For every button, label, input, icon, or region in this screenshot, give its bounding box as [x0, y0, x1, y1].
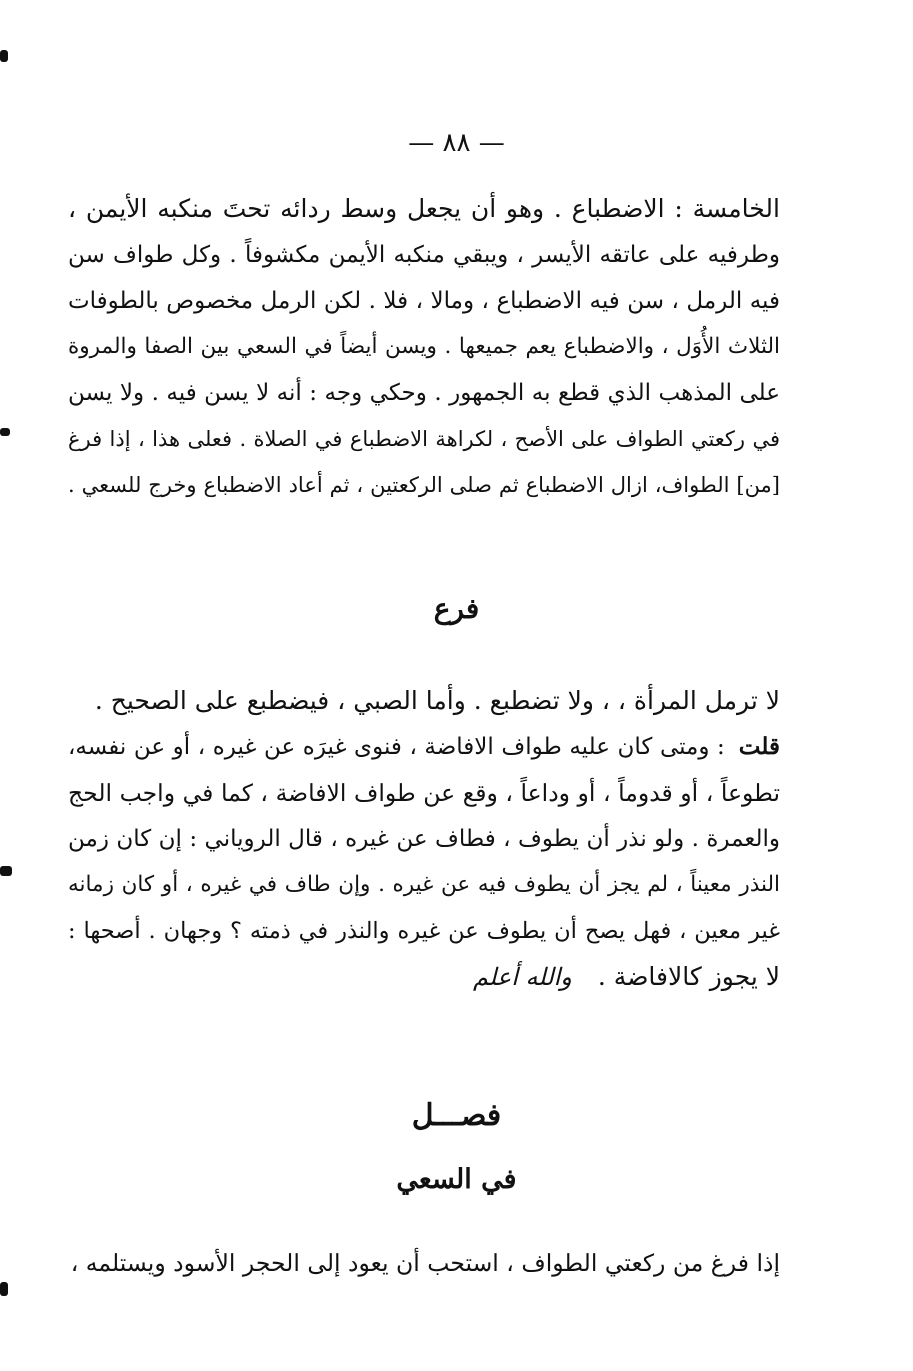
text-line: والعمرة . ولو نذر أن يطوف ، فطاف عن غيره ، قال الروياني : إن كان زمن [68, 826, 780, 852]
scan-edge-mark-2 [0, 428, 10, 436]
text-line: [من] الطواف، ازال الاضطباع ثم صلى الركعتين ، ثم أعاد الاضطباع وخرج للسعي . [68, 473, 780, 497]
heading-fi-alsai: في السعي [396, 1164, 517, 1195]
section-far3-paragraph [68, 678, 780, 1000]
qalat-label: قلت [738, 733, 780, 760]
text-line: إذا فرغ من ركعتي الطواف ، استحب أن يعود إلى الحجر الأسود ويستلمه ، [70, 1249, 780, 1277]
text-line: لا ترمل المرأة ، ، ولا تضطبع . وأما الصبي ، فيضطبع على الصحيح . [94, 686, 780, 715]
text-line: فيه الرمل ، سن فيه الاضطباع ، ومالا ، فلا . لكن الرمل مخصوص بالطوفات [68, 288, 780, 314]
text-line: الخامسة : الاضطباع . وهو أن يجعل وسط ردائه تحتَ منكبه الأيمن ، [68, 194, 780, 223]
scan-edge-mark-3 [0, 866, 12, 876]
text-line: لا يجوز كالافاضة . [597, 962, 780, 991]
text-line: وطرفيه على عاتقه الأيسر ، ويبقي منكبه الأيمن مكشوفاً . وكل طواف سن [68, 242, 780, 268]
scan-edge-mark-1 [0, 50, 8, 62]
wallah-alam: والله أعلم [472, 963, 572, 991]
qalat-text: : ومتى كان عليه طواف الافاضة ، فنوى غيرَه عن غيره ، أو عن نفسه، [68, 734, 725, 760]
text-line: النذر معيناً ، لم يجز أن يطوف فيه عن غيره . وإن طاف في غيره ، أو كان زمانه [68, 872, 780, 897]
text-line: الثلاث الأُوَل ، والاضطباع يعم جميعها . ويسن أيضاً في السعي بين الصفا والمروة [68, 334, 780, 359]
text-line: في ركعتي الطواف على الأصح ، لكراهة الاضطباع في الصلاة . فعلى هذا ، إذا فرغ [68, 427, 780, 451]
section-sai-paragraph [68, 1240, 780, 1286]
heading-fasl: فصـــل [411, 1098, 502, 1133]
qalat-line [68, 724, 780, 770]
heading-far3: فرع [433, 592, 480, 625]
section-fifth-paragraph [68, 186, 780, 508]
page-number: — ٨٨ — [408, 128, 505, 158]
text-line: على المذهب الذي قطع به الجمهور . وحكي وجه : أنه لا يسن فيه . ولا يسن [68, 380, 780, 406]
text-line: تطوعاً ، أو قدوماً ، أو وداعاً ، وقع عن طواف الافاضة ، كما في واجب الحج [68, 779, 780, 807]
text-line: غير معين ، فهل يصح أن يطوف عن غيره والنذر في ذمته ؟ وجهان . أصحها : [68, 918, 780, 944]
closing-line [68, 954, 780, 1000]
scan-edge-mark-4 [0, 1282, 8, 1296]
